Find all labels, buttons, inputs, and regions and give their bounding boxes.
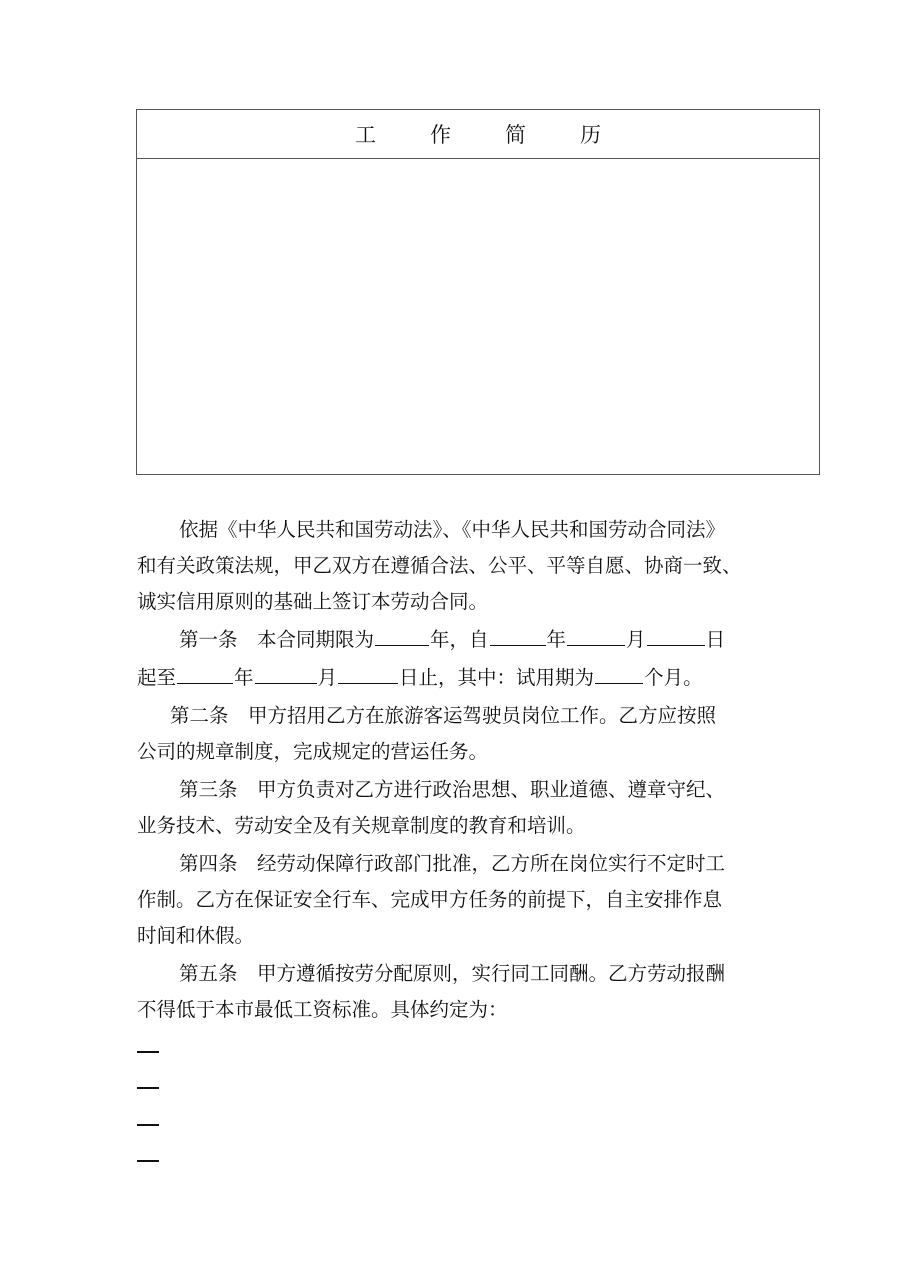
article-3-line-2: 业务技术、劳动安全及有关规章制度的教育和培训。 <box>137 814 586 837</box>
title-char: 历 <box>580 123 601 147</box>
title-char: 简 <box>505 123 526 147</box>
blank-probation-months <box>595 663 643 684</box>
blank-start-year <box>490 625 546 646</box>
article-1-text: 起至 <box>137 666 177 689</box>
article-1-text: 年 <box>234 666 254 689</box>
intro-line-2: 和有关政策法规，甲乙双方在遵循合法、公平、平等自愿、协商一致、 <box>137 554 742 577</box>
article-1-text: 月 <box>317 666 338 689</box>
blank-end-day <box>338 663 398 684</box>
article-1-text: 月 <box>626 628 646 651</box>
article-1-text: 年 <box>546 628 567 651</box>
work-resume-title <box>137 110 819 159</box>
article-1-text: 日 <box>705 628 726 651</box>
article-1-text: 个月。 <box>644 666 703 689</box>
work-resume-table <box>136 109 820 475</box>
agreement-item-dash <box>137 1160 159 1162</box>
agreement-item-dash <box>137 1051 159 1053</box>
blank-start-month <box>567 625 625 646</box>
agreement-item-dash <box>137 1124 159 1126</box>
article-4-line-1: 第四条 经劳动保障行政部门批准，乙方所在岗位实行不定时工 <box>179 852 726 875</box>
article-5-line-1: 第五条 甲方遵循按劳分配原则，实行同工同酬。乙方劳动报酬 <box>179 962 726 985</box>
title-char: 工 <box>355 123 376 147</box>
article-3-line-1: 第三条 甲方负责对乙方进行政治思想、职业道德、遵章守纪、 <box>179 778 726 801</box>
blank-end-year <box>177 663 233 684</box>
article-2-line-2: 公司的规章制度，完成规定的营运任务。 <box>137 740 489 763</box>
intro-line-1: 依据《中华人民共和国劳动法》、《中华人民共和国劳动合同法》 <box>179 518 726 541</box>
blank-end-month <box>255 663 317 684</box>
article-1-text: 年，自 <box>430 628 489 651</box>
article-2-line-1: 第二条 甲方招用乙方在旅游客运驾驶员岗位工作。乙方应按照 <box>170 704 717 727</box>
blank-term-years <box>375 625 429 646</box>
title-char: 作 <box>430 123 451 147</box>
article-5-line-2: 不得低于本市最低工资标准。具体约定为： <box>137 998 508 1021</box>
article-4-line-2: 作制。乙方在保证安全行车、完成甲方任务的前提下，自主安排作息 <box>137 888 723 911</box>
agreement-item-dash <box>137 1087 159 1089</box>
blank-start-day <box>647 625 705 646</box>
article-1-text: 第一条 本合同期限为 <box>179 628 375 651</box>
article-1-line-2 <box>137 660 837 696</box>
article-4-line-3: 时间和休假。 <box>137 924 255 947</box>
article-1-line-1 <box>137 622 879 658</box>
article-1-text: 日止，其中：试用期为 <box>399 666 595 689</box>
intro-line-3: 诚实信用原则的基础上签订本劳动合同。 <box>137 590 489 613</box>
work-resume-content <box>137 159 819 475</box>
